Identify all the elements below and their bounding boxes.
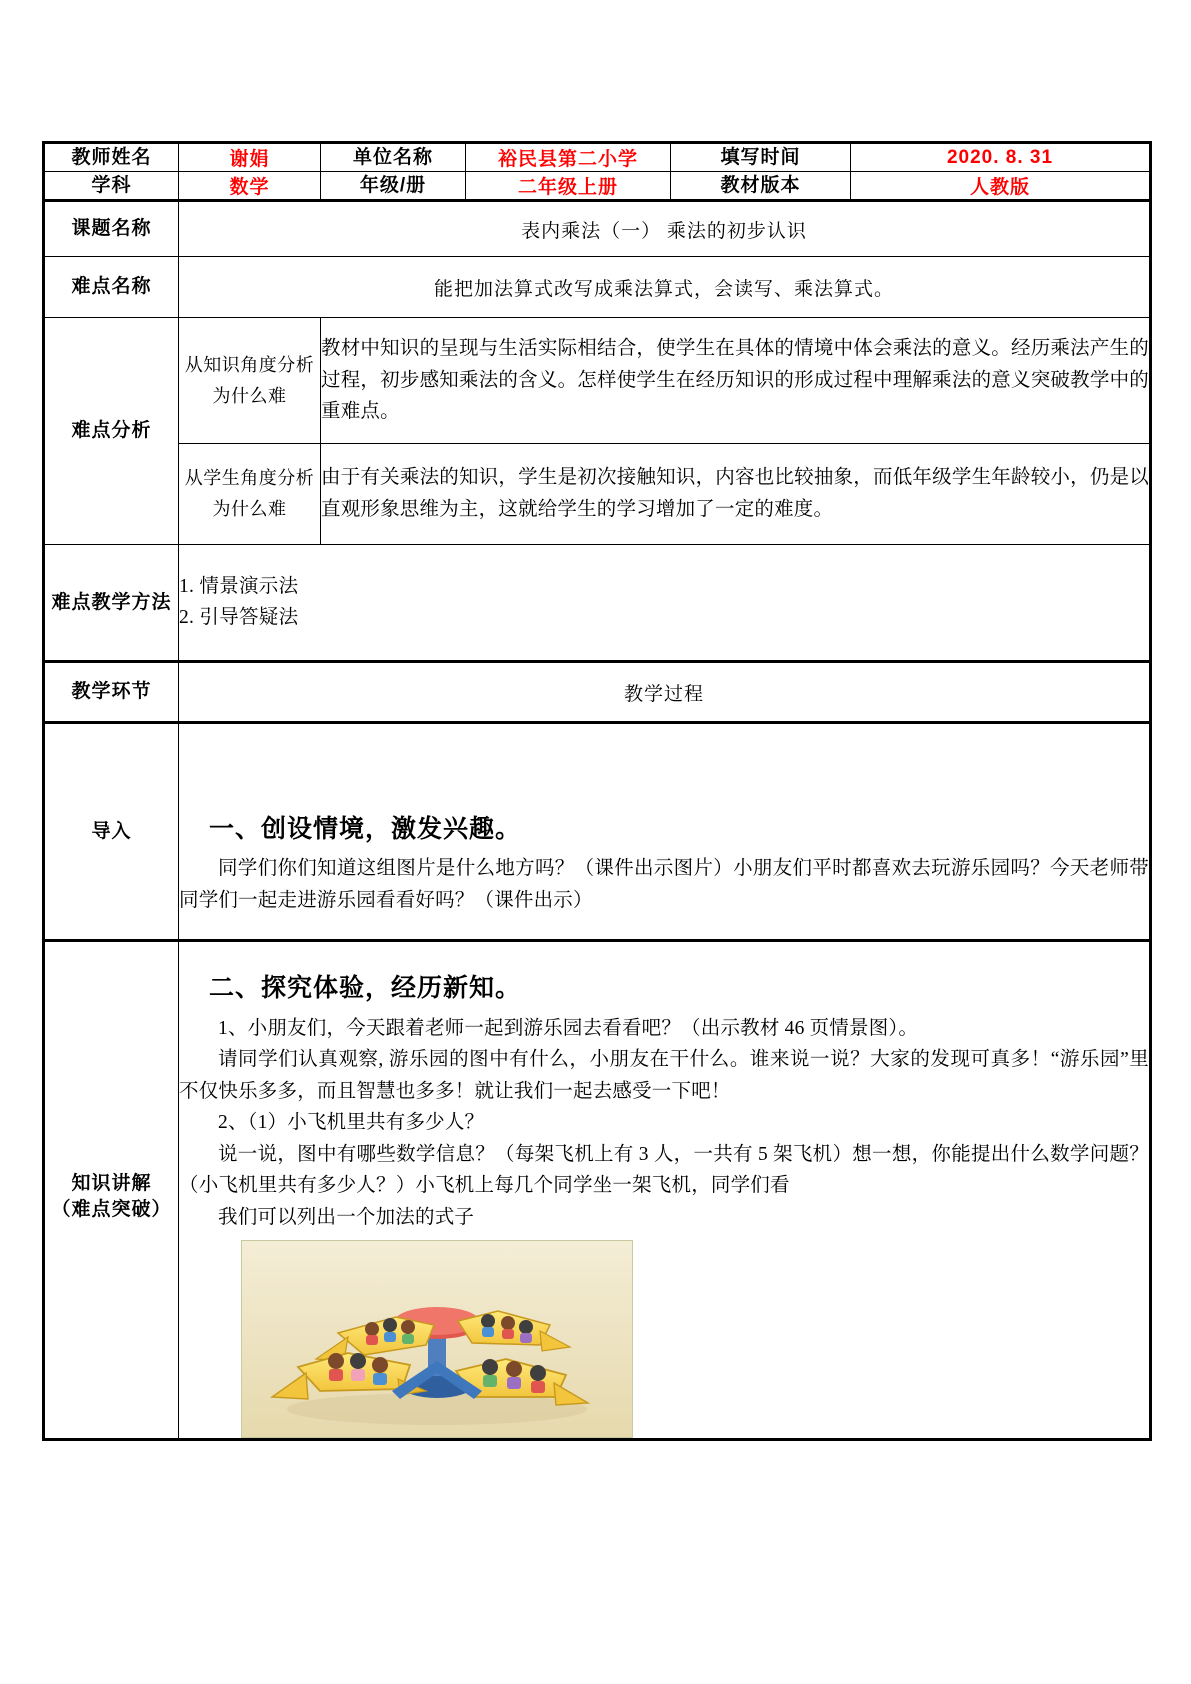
paragraph-knowledge-4: 说一说，图中有哪些数学信息？（每架飞机上有 3 人，一共有 5 架飞机）想一想，你能提出什么数学问题？（小飞机里共有多少人？）小飞机上每几个同学坐一架飞机，同学们看 bbox=[179, 1143, 1149, 1197]
sublabel-student-angle: 从学生角度分析为什么难 bbox=[179, 444, 321, 545]
label-unit-name: 单位名称 bbox=[321, 143, 466, 172]
table-row-analysis-knowledge bbox=[44, 318, 1151, 444]
table-row-subject-info bbox=[44, 172, 1151, 201]
table-row-section-knowledge bbox=[44, 941, 1151, 1440]
value-unit-name: 裕民县第二小学 bbox=[466, 143, 671, 172]
knowledge-top-spacer bbox=[179, 942, 1149, 968]
paragraph-knowledge-2: 请同学们认真观察, 游乐园的图中有什么，小朋友在干什么。谁来说一说？大家的发现可真多！“游乐园”里不仅快乐多多，而且智慧也多多！就让我们一起去感受一下吧！ bbox=[179, 1049, 1149, 1102]
table-row-section-intro bbox=[44, 723, 1151, 941]
table-row-topic bbox=[44, 201, 1151, 257]
table-row-analysis-student bbox=[44, 444, 1151, 545]
content-section-intro bbox=[179, 723, 1151, 941]
paragraph-knowledge-1: 1、小朋友们，今天跟着老师一起到游乐园去看看吧？（出示教材 46 页情景图）。 bbox=[218, 1017, 919, 1039]
label-section-knowledge-line2: （难点突破） bbox=[51, 1198, 172, 1220]
label-difficulty-analysis: 难点分析 bbox=[44, 318, 179, 545]
value-fill-date: 2020. 8. 31 bbox=[851, 143, 1151, 172]
text-student-angle: 由于有关乘法的知识，学生是初次接触知识，内容也比较抽象，而低年级学生年龄较小，仍是以直观形象思维为主，这就给学生的学习增加了一定的难度。 bbox=[321, 444, 1151, 545]
label-grade-volume: 年级/册 bbox=[321, 172, 466, 201]
label-subject: 学科 bbox=[44, 172, 179, 201]
label-difficulty-name: 难点名称 bbox=[44, 257, 179, 318]
heading-knowledge: 二、探究体验，经历新知。 bbox=[209, 974, 522, 1002]
label-section-intro: 导入 bbox=[44, 723, 179, 941]
value-difficulty-name: 能把加法算式改写成乘法算式，会读写、乘法算式。 bbox=[179, 257, 1151, 318]
label-topic-name: 课题名称 bbox=[44, 201, 179, 257]
text-knowledge-angle: 教材中知识的呈现与生活实际相结合，使学生在具体的情境中体会乘法的意义。经历乘法产生的过程，初步感知乘法的含义。怎样使学生在经历知识的形成过程中理解乘法的意义突破教学中的重难点。 bbox=[321, 318, 1151, 444]
label-teacher-name: 教师姓名 bbox=[44, 143, 179, 172]
sublabel-knowledge-angle: 从知识角度分析为什么难 bbox=[179, 318, 321, 444]
teaching-method-item-1: 1. 情景演示法 bbox=[179, 576, 299, 598]
table-row-process-header bbox=[44, 662, 1151, 723]
heading-intro: 一、创设情境，激发兴趣。 bbox=[209, 814, 522, 843]
value-subject: 数学 bbox=[179, 172, 321, 201]
amusement-park-airplane-ride-illustration bbox=[241, 1240, 633, 1438]
label-section-knowledge-line1: 知识讲解 bbox=[71, 1173, 152, 1195]
label-teaching-stage: 教学环节 bbox=[44, 662, 179, 723]
table-row-teacher-info bbox=[44, 143, 1151, 172]
lesson-plan-sheet bbox=[42, 141, 1149, 1441]
table-row-difficulty-name bbox=[44, 257, 1151, 318]
paragraph-intro-1: 同学们你们知道这组图片是什么地方吗？（课件出示图片）小朋友们平时都喜欢去玩游乐园吗？今天老师带同学们一起走进游乐园看看好吗？（课件出示） bbox=[179, 858, 1149, 911]
intro-top-spacer bbox=[179, 747, 1149, 809]
label-fill-date: 填写时间 bbox=[671, 143, 851, 172]
value-textbook-version: 人教版 bbox=[851, 172, 1151, 201]
value-teaching-methods bbox=[179, 545, 1151, 662]
content-section-knowledge bbox=[179, 941, 1151, 1440]
label-section-knowledge bbox=[44, 941, 179, 1440]
label-teaching-methods: 难点教学方法 bbox=[44, 545, 179, 662]
paragraph-knowledge-5: 我们可以列出一个加法的式子 bbox=[218, 1206, 475, 1228]
lesson-plan-table bbox=[42, 141, 1152, 1441]
value-topic-name: 表内乘法（一） 乘法的初步认识 bbox=[179, 201, 1151, 257]
paragraph-knowledge-3: 2、（1）小飞机里共有多少人？ bbox=[218, 1112, 485, 1134]
teaching-method-item-2: 2. 引导答疑法 bbox=[179, 606, 299, 628]
table-row-teaching-methods bbox=[44, 545, 1151, 662]
value-teacher-name: 谢娟 bbox=[179, 143, 321, 172]
label-teaching-process: 教学过程 bbox=[179, 662, 1151, 723]
value-grade-volume: 二年级上册 bbox=[466, 172, 671, 201]
label-textbook-version: 教材版本 bbox=[671, 172, 851, 201]
